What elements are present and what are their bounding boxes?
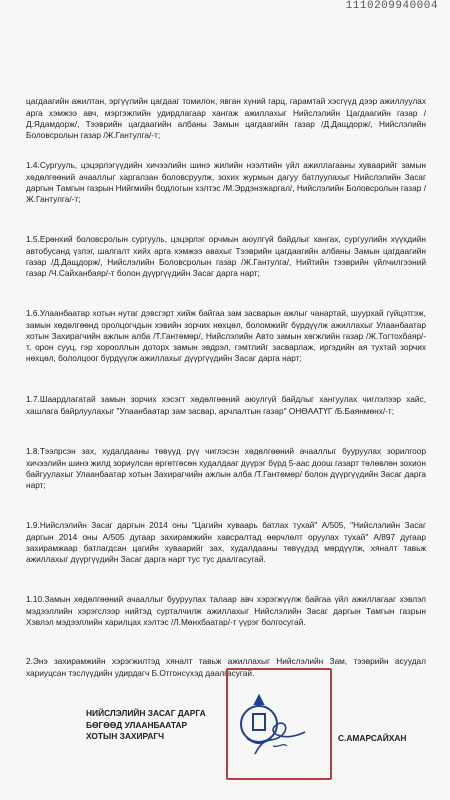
paragraph-1-9: 1.9.Нийслэлийн Засаг даргын 2014 оны "Цагийн хуваарь батлах тухай" А/505, "Нийслэлийн Засаг даргын 2014 оны А/505 дугаар захирамжийн хавсралтад өөрчлөлт оруулах тухай" А/897 дугаар захирамжаар батлагдсан цагийн хуваарийг зах, худалдааны төвүүдэд мөрдүүлж, хяналт тавьж ажиллахыг дүүргүүдийн Засаг дарга нарт тус тус даалгасугай. bbox=[26, 520, 426, 564]
paragraph-2: 2.Энэ захирамжийн хэрэгжилтэд хяналт тавьж ажиллахыг Нийслэлийн Зам, тээврийн асуудал хариуцсан тэслүүдийн удирдагч Б.Отгонсүхэд даалгасугай. bbox=[26, 656, 426, 678]
paragraph-1-4: 1.4.Сургууль, цэцэрлэгүүдийн хичээлийн шинэ жилийн нээлтийн үйл ажиллагааны хуваарийг замын хөдөлгөөний ачааллыг харгалзан боловсруулж, зохих журмын дагуу батлуулахыг Нийслэлийн Засаг даргын Тамгын газрын Нийгмийн бодлогын хэлтэс /М.Эрдэнэжаргал/, Нийслэлийн Боловсролын газар /Ж.Гантулга/-т; bbox=[26, 160, 426, 204]
document-number: 1110209940004 bbox=[345, 0, 438, 12]
paragraph-1-8: 1.8.Тээлрсэн зах, худалдааны төвүүд рүү чиглэсэн хөдөлгөөний ачааллыг бууруулах зорилгоор хичээлийн шинэ жилд зориулсан өргөтгөсөн худалдааг дүүрэг бүрд 5-аас доош газарт төлөвлөн зохион байгуулахыг Улаанбаатар хотын Захирагчийн ажлын алба /Т.Гантөмөр/ болон дүүргүүдийн Засаг дарга нарт; bbox=[26, 446, 426, 490]
paragraph-1-6: 1.6.Улаанбаатар хотын нутаг дэвсгэрт хийж байгаа зам засварын ажлыг чанартай, шуурхай гүйцэтгэж, замын хөдөлгөөнд оролцогчдын хэвийн зорчих нөхцөл, боломжийг бүрдүүлж ажиллахыг Улаанбаатар хотын Захирагчийн ажлын алба /Т.Гантөмөр/, Нийслэлийн Авто замын хөгжлийн газар /Ж.Тогтохбаяр/-т, орон сууц, гэр хорооллын доторх замын эвдрэл, гэмтлийг засварлаж, иргэдийн ая тухтай зорчих нөхцөл, бололцоог бүрдүүлж ажиллахыг дүүргүүдийн Засаг дарга нарт; bbox=[26, 308, 426, 364]
signatory-title: НИЙСЛЭЛИЙН ЗАСАГ ДАРГА БӨГӨӨД УЛААНБААТАР ХОТЫН ЗАХИРАГЧ bbox=[86, 708, 206, 741]
paragraph-1-3-cont: цагдаагийн ажилтан, эргүүлийн цагдааг томилон, явган хүний гарц, гарамтай хэсгүүд дээр ажиллуулах арга хэмжээ авч, мэргэжлийн удирдлагаар хангаж ажиллахыг Нийслэлийн Цагдаагийн газар /Д.Ядамдорж/, Тээврийн цагдаагийн албаны Замын цагдаагийн газар /Д.Дащдорж/, Нийслэлийн Боловсролын газар /Ж.Гантулга/-т; bbox=[26, 96, 426, 140]
paragraph-1-5: 1.5.Ерөнхий боловсролын сургууль, цэцэрлэг орчмын аюулгүй байдлыг хангах, сургуулийн хүүхдийн автобусанд үзлэг, шалгалт хийх арга хэмжээ авахыг Тээврийн цагдаагийн албаны Замын цагдаагийн газар /Д.Дащдорж/, Нийслэлийн Боловсролын газар /Ж.Гантулга/, Нийтийн тээврийн үйлчилгээний газар /Ч.Сайханбаяр/-т болон дүүргүүдийн Засаг дарга нарт; bbox=[26, 234, 426, 278]
signatory-name: С.АМАРСАЙХАН bbox=[338, 733, 407, 743]
state-seal-icon bbox=[233, 676, 313, 768]
paragraph-1-10: 1.10.Замын хөдөлгөөний ачааллыг бууруулах талаар авч хэрэгжүүлж байгаа үйл ажиллагааг хэвлэл мэдээллийн хэрэгслээр нийтэд сурталчилж ажиллахыг Нийслэлийн Засаг даргын Тамгын газрын Хэвлэл мэдээллийн харилцах хэлтэс /Л.Мөнхбаатар/-т үүрэг болгосугай. bbox=[26, 594, 426, 627]
paragraph-1-7: 1.7.Шаардлагатай замын зорчих хэсэгт хөдөлгөөний аюулгүй байдлыг хангуулах чиглэлээр хайс, хашлага байрлуулахыг "Улаанбаатар зам засвар, арчлалтын газар" ОНӨААТҮГ /Б.Баянмөнх/-т; bbox=[26, 394, 426, 416]
